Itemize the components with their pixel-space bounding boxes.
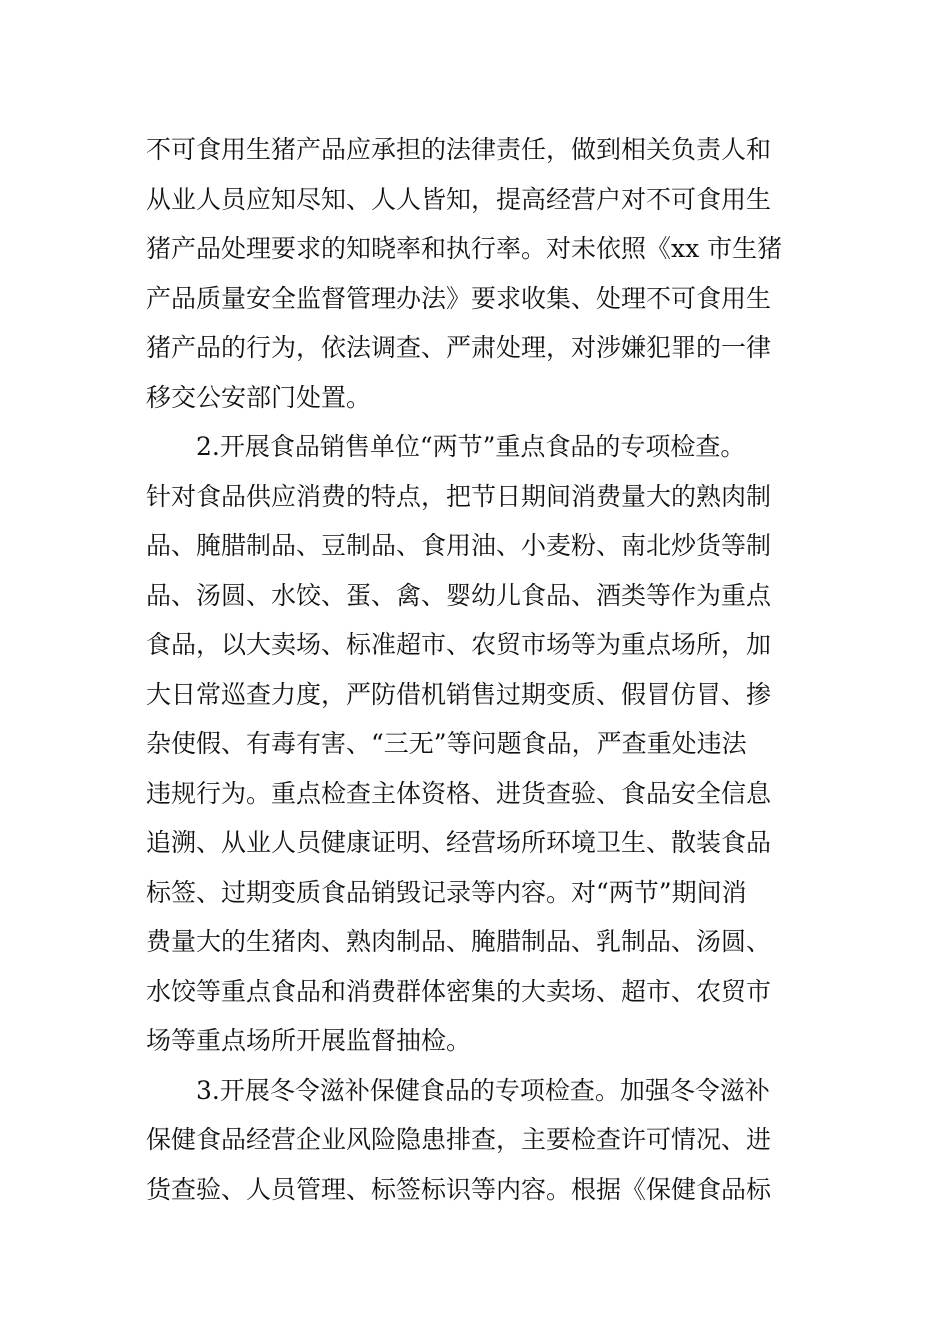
text-line: 食品，以大卖场、标准超市、农贸市场等为重点场所，加 — [146, 630, 772, 659]
text-line: 不可食用生猪产品应承担的法律责任，做到相关负责人和 — [146, 135, 772, 164]
text-line: 产品质量安全监督管理办法》要求收集、处理不可食用生 — [146, 283, 772, 313]
text-line: 杂使假、有毒有害、“三无”等问题食品，严查重处违法 — [146, 729, 747, 758]
text-line: 猪产品处理要求的知晓率和执行率。对未依照《xx 市生猪 — [146, 234, 783, 263]
text-line: 从业人员应知尽知、人人皆知，提高经营户对不可食用生 — [146, 184, 772, 214]
text-line: 标签、过期变质食品销毁记录等内容。对“两节”期间消 — [146, 877, 747, 907]
text-line: 追溯、从业人员健康证明、经营场所环境卫生、散装食品 — [146, 828, 772, 857]
text-line: 保健食品经营企业风险隐患排查，主要检查许可情况、进 — [146, 1125, 772, 1154]
document-body — [146, 125, 806, 1214]
text-line: 货查验、人员管理、标签标识等内容。根据《保健食品标 — [146, 1174, 772, 1204]
text-line: 猪产品的行为，依法调查、严肃处理，对涉嫌犯罪的一律 — [146, 333, 772, 362]
text-line: 违规行为。重点检查主体资格、进货查验、食品安全信息 — [146, 778, 772, 808]
text-line: 品、汤圆、水饺、蛋、禽、婴幼儿食品、酒类等作为重点 — [146, 580, 772, 610]
text-line: 移交公安部门处置。 — [146, 382, 372, 412]
text-line: 场等重点场所开展监督抽检。 — [146, 1026, 472, 1055]
text-line: 费量大的生猪肉、熟肉制品、腌腊制品、乳制品、汤圆、 — [146, 927, 772, 956]
text-line: 水饺等重点食品和消费群体密集的大卖场、超市、农贸市 — [146, 976, 772, 1006]
text-line: 针对食品供应消费的特点，把节日期间消费量大的熟肉制 — [146, 481, 772, 511]
text-line: 3.开展冬令滋补保健食品的专项检查。加强冬令滋补 — [146, 1075, 770, 1105]
text-line: 品、腌腊制品、豆制品、食用油、小麦粉、南北炒货等制 — [146, 531, 772, 560]
text-line: 2.开展食品销售单位“两节”重点食品的专项检查。 — [146, 432, 746, 461]
text-line: 大日常巡查力度，严防借机销售过期变质、假冒仿冒、掺 — [146, 679, 772, 709]
